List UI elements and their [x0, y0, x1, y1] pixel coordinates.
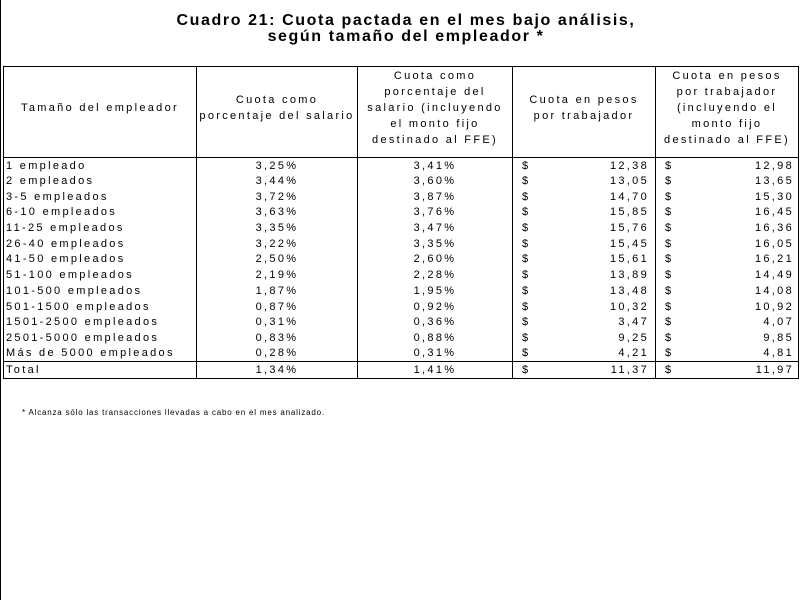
cell-employer-size: 6-10 empleados	[4, 205, 197, 221]
currency-symbol: $	[522, 190, 531, 203]
currency-symbol: $	[665, 284, 674, 297]
cell-pesos-ffe	[656, 158, 799, 174]
cell-pesos	[513, 267, 656, 283]
amount: 15,30	[754, 190, 794, 203]
cell-pesos-ffe	[656, 330, 799, 346]
currency-symbol: $	[522, 253, 531, 266]
cell-pct-salary: 0,31%	[197, 314, 358, 330]
cell-employer-size: 41-50 empleados	[4, 252, 197, 268]
amount: 4,81	[763, 347, 794, 360]
amount: 14,70	[609, 190, 649, 203]
cell-pct-salary: 3,44%	[197, 173, 358, 189]
cell-pct-salary: 2,19%	[197, 267, 358, 283]
data-table	[3, 66, 799, 379]
cell-pct-salary-ffe: 2,60%	[358, 252, 513, 268]
table-row	[4, 299, 799, 315]
header-line: destinado al FFE)	[372, 134, 498, 146]
cell-pesos-ffe	[656, 236, 799, 252]
header-pesos-ffe	[656, 67, 799, 158]
cell-pesos-ffe	[656, 220, 799, 236]
header-line: monto fijo	[691, 118, 763, 130]
cell-employer-size: 3-5 empleados	[4, 189, 197, 205]
currency-symbol: $	[665, 190, 674, 203]
cell-total-pct-salary: 1,34%	[197, 361, 358, 378]
cell-employer-size: 101-500 empleados	[4, 283, 197, 299]
table-row	[4, 267, 799, 283]
currency-symbol: $	[522, 363, 531, 376]
amount: 16,05	[754, 237, 794, 250]
cell-pct-salary-ffe: 0,92%	[358, 299, 513, 315]
table-row	[4, 220, 799, 236]
currency-symbol: $	[665, 347, 674, 360]
header-pct-salary	[197, 67, 358, 158]
cell-pct-salary-ffe: 3,47%	[358, 220, 513, 236]
cell-employer-size: 1 empleado	[4, 158, 197, 174]
cell-pesos-ffe	[656, 173, 799, 189]
header-line: (incluyendo el	[676, 102, 778, 114]
cell-pct-salary: 3,25%	[197, 158, 358, 174]
cell-employer-size: 11-25 empleados	[4, 220, 197, 236]
amount: 16,36	[754, 222, 794, 235]
cell-total-pct-salary-ffe: 1,41%	[358, 361, 513, 378]
currency-symbol: $	[522, 159, 531, 172]
cell-pesos	[513, 299, 656, 315]
cell-employer-size: 51-100 empleados	[4, 267, 197, 283]
header-employer-size	[4, 67, 197, 158]
table-row	[4, 158, 799, 174]
currency-symbol: $	[665, 222, 674, 235]
amount: 13,89	[609, 269, 649, 282]
amount: 14,49	[754, 269, 794, 282]
currency-symbol: $	[665, 159, 674, 172]
currency-symbol: $	[665, 237, 674, 250]
cell-pesos	[513, 346, 656, 362]
currency-symbol: $	[665, 300, 674, 313]
cell-pesos	[513, 173, 656, 189]
amount: 9,85	[763, 331, 794, 344]
header-line: porcentaje del salario	[199, 110, 355, 122]
amount: 13,48	[609, 284, 649, 297]
cell-pct-salary-ffe: 0,31%	[358, 346, 513, 362]
cell-pct-salary: 0,28%	[197, 346, 358, 362]
amount: 15,45	[609, 237, 649, 250]
cell-pct-salary: 0,87%	[197, 299, 358, 315]
table-row	[4, 346, 799, 362]
amount: 10,92	[754, 300, 794, 313]
amount: 3,47	[618, 316, 649, 329]
header-pct-salary-ffe	[358, 67, 513, 158]
cell-employer-size: Más de 5000 empleados	[4, 346, 197, 362]
amount: 16,21	[754, 253, 794, 266]
amount: 13,65	[754, 175, 794, 188]
currency-symbol: $	[522, 206, 531, 219]
cell-employer-size: 501-1500 empleados	[4, 299, 197, 315]
cell-pesos-ffe	[656, 252, 799, 268]
cell-pct-salary-ffe: 1,95%	[358, 283, 513, 299]
cell-pesos	[513, 330, 656, 346]
title-line-1: Cuadro 21: Cuota pactada en el mes bajo análisis,	[176, 12, 636, 29]
header-line: por trabajador	[676, 86, 778, 98]
amount: 11,97	[755, 363, 794, 376]
amount: 9,25	[618, 331, 649, 344]
cell-pesos-ffe	[656, 314, 799, 330]
header-line: Cuota como	[235, 94, 319, 106]
cell-pesos	[513, 158, 656, 174]
cell-pesos-ffe	[656, 205, 799, 221]
cell-employer-size: 2501-5000 empleados	[4, 330, 197, 346]
currency-symbol: $	[522, 284, 531, 297]
currency-symbol: $	[522, 331, 531, 344]
cell-pct-salary: 2,50%	[197, 252, 358, 268]
cell-pct-salary: 3,63%	[197, 205, 358, 221]
cell-pesos	[513, 314, 656, 330]
cell-pct-salary: 0,83%	[197, 330, 358, 346]
header-line: por trabajador	[533, 110, 635, 122]
cell-pesos-ffe	[656, 189, 799, 205]
cell-pesos	[513, 189, 656, 205]
cell-pct-salary-ffe: 0,88%	[358, 330, 513, 346]
header-row	[4, 67, 799, 158]
cell-total-pesos-ffe	[656, 361, 799, 378]
amount: 12,38	[609, 159, 649, 172]
cell-employer-size: 1501-2500 empleados	[4, 314, 197, 330]
cell-pct-salary-ffe: 3,87%	[358, 189, 513, 205]
cell-employer-size: 26-40 empleados	[4, 236, 197, 252]
header-line: Cuota como	[393, 70, 477, 82]
table-row	[4, 236, 799, 252]
table-row	[4, 330, 799, 346]
cell-pesos	[513, 236, 656, 252]
currency-symbol: $	[665, 175, 674, 188]
cell-pct-salary-ffe: 3,41%	[358, 158, 513, 174]
header-line: salario (incluyendo	[367, 102, 503, 114]
cell-pesos-ffe	[656, 346, 799, 362]
amount: 13,05	[609, 175, 649, 188]
table-row	[4, 314, 799, 330]
cell-pesos-ffe	[656, 299, 799, 315]
amount: 14,08	[754, 284, 794, 297]
table-row	[4, 205, 799, 221]
cell-pct-salary: 3,72%	[197, 189, 358, 205]
amount: 4,21	[618, 347, 649, 360]
header-pesos	[513, 67, 656, 158]
amount: 15,61	[609, 253, 649, 266]
footnote: * Alcanza sólo las transacciones llevadas a cabo en el mes analizado.	[22, 408, 325, 417]
cell-pesos-ffe	[656, 267, 799, 283]
currency-symbol: $	[522, 300, 531, 313]
table-title	[21, 13, 791, 45]
currency-symbol: $	[665, 331, 674, 344]
cell-employer-size: 2 empleados	[4, 173, 197, 189]
cell-pesos	[513, 283, 656, 299]
cell-pct-salary: 3,22%	[197, 236, 358, 252]
amount: 15,76	[609, 222, 649, 235]
header-line: porcentaje del	[384, 86, 486, 98]
header-line: destinado al FFE)	[664, 134, 790, 146]
header-line: Cuota en pesos	[529, 94, 639, 106]
currency-symbol: $	[665, 363, 674, 376]
currency-symbol: $	[665, 316, 674, 329]
amount: 15,85	[609, 206, 649, 219]
header-line: Cuota en pesos	[672, 70, 782, 82]
title-line-2: según tamaño del empleador *	[267, 28, 545, 45]
total-row	[4, 361, 799, 378]
table-row	[4, 189, 799, 205]
cell-pesos	[513, 205, 656, 221]
currency-symbol: $	[522, 269, 531, 282]
amount: 16,45	[754, 206, 794, 219]
header-line: el monto fijo	[390, 118, 480, 130]
cell-pesos	[513, 220, 656, 236]
cell-pct-salary-ffe: 3,35%	[358, 236, 513, 252]
cell-pct-salary: 1,87%	[197, 283, 358, 299]
cell-pct-salary-ffe: 3,60%	[358, 173, 513, 189]
currency-symbol: $	[522, 222, 531, 235]
table-row	[4, 173, 799, 189]
amount: 12,98	[754, 159, 794, 172]
currency-symbol: $	[665, 253, 674, 266]
amount: 10,32	[609, 300, 649, 313]
cell-pct-salary-ffe: 0,36%	[358, 314, 513, 330]
cell-pct-salary: 3,35%	[197, 220, 358, 236]
table-row	[4, 252, 799, 268]
amount: 11,37	[610, 363, 649, 376]
table-row	[4, 283, 799, 299]
header-line: Tamaño del empleador	[21, 102, 179, 114]
currency-symbol: $	[665, 206, 674, 219]
cell-pct-salary-ffe: 3,76%	[358, 205, 513, 221]
currency-symbol: $	[665, 269, 674, 282]
currency-symbol: $	[522, 347, 531, 360]
currency-symbol: $	[522, 175, 531, 188]
cell-total-label: Total	[4, 361, 197, 378]
currency-symbol: $	[522, 316, 531, 329]
cell-pesos-ffe	[656, 283, 799, 299]
amount: 4,07	[763, 316, 794, 329]
cell-pct-salary-ffe: 2,28%	[358, 267, 513, 283]
cell-pesos	[513, 252, 656, 268]
currency-symbol: $	[522, 237, 531, 250]
cell-total-pesos	[513, 361, 656, 378]
